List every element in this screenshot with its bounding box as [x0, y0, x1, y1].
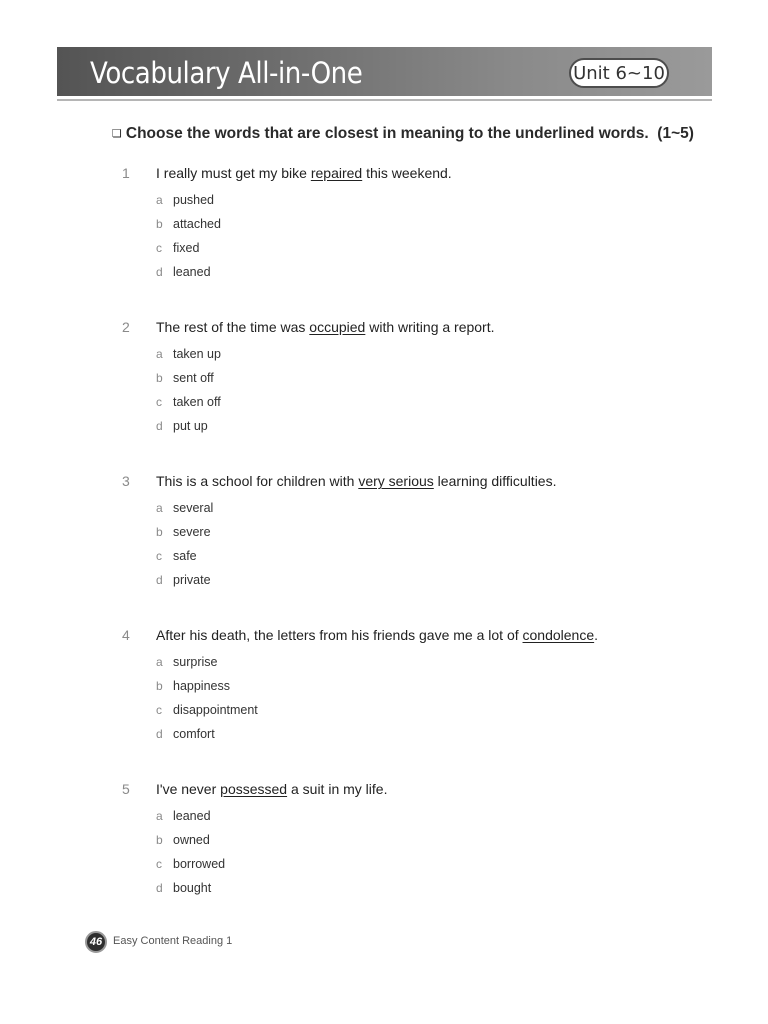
checkbox-icon: ❏ — [112, 128, 122, 140]
option-b[interactable]: b severe — [156, 525, 211, 539]
instruction-text: Choose the words that are closest in meaning to the underlined words. — [125, 125, 649, 142]
instruction — [112, 125, 694, 143]
option-b[interactable]: b owned — [156, 833, 210, 847]
option-c[interactable]: c borrowed — [156, 857, 226, 871]
option-a[interactable]: a pushed — [156, 193, 215, 207]
header-rule — [57, 99, 712, 101]
underlined-word: very serious — [358, 473, 434, 489]
question-text: The rest of the time was occupied with writing a report. — [156, 319, 495, 335]
question-text: This is a school for children with very serious learning difficulties. — [156, 473, 557, 489]
page-title: Vocabulary All-in-One — [90, 56, 363, 90]
option-b[interactable]: b happiness — [156, 679, 230, 693]
question-text: After his death, the letters from his friends gave me a lot of condolence. — [156, 627, 599, 643]
question-number: 2 — [122, 319, 130, 335]
option-d[interactable]: d bought — [156, 881, 212, 895]
option-a[interactable]: a surprise — [156, 655, 218, 669]
book-title: Easy Content Reading 1 — [113, 935, 233, 947]
underlined-word: condolence — [522, 627, 595, 643]
option-d[interactable]: d put up — [156, 419, 208, 433]
option-b[interactable]: b attached — [156, 217, 221, 231]
option-c[interactable]: c taken off — [156, 395, 221, 409]
option-a[interactable]: a taken up — [156, 347, 221, 361]
question-number: 5 — [122, 781, 130, 797]
underlined-word: possessed — [220, 781, 288, 797]
option-c[interactable]: c safe — [156, 549, 197, 563]
option-a[interactable]: a leaned — [156, 809, 211, 823]
underlined-word: occupied — [309, 319, 366, 335]
option-c[interactable]: c disappointment — [156, 703, 258, 717]
option-d[interactable]: d leaned — [156, 265, 211, 279]
option-d[interactable]: d private — [156, 573, 211, 587]
question-text: I really must get my bike repaired this weekend. — [156, 165, 452, 181]
question-number: 3 — [122, 473, 130, 489]
question-text: I've never possessed a suit in my life. — [156, 781, 388, 797]
underlined-word: repaired — [310, 165, 363, 181]
question-number: 4 — [122, 627, 130, 643]
instruction-range: (1~5) — [657, 125, 694, 142]
unit-badge: Unit 6~10 — [569, 58, 669, 88]
option-a[interactable]: a several — [156, 501, 214, 515]
option-b[interactable]: b sent off — [156, 371, 214, 385]
option-d[interactable]: d comfort — [156, 727, 215, 741]
page-number-badge: 46 — [85, 931, 107, 953]
question-number: 1 — [122, 165, 130, 181]
option-c[interactable]: c fixed — [156, 241, 200, 255]
